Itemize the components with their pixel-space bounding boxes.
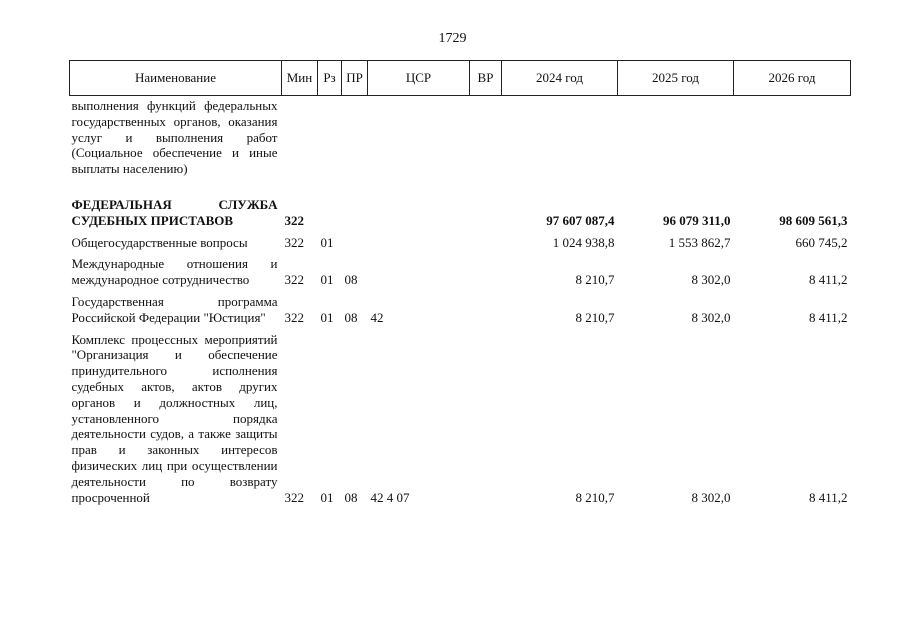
page-number: 1729: [438, 31, 467, 46]
row-pr: 08: [344, 489, 358, 505]
row-2024: 1 024 938,8: [552, 234, 615, 250]
row-2024: 8 210,7: [575, 489, 615, 505]
row-min: 322: [284, 309, 304, 325]
col-header-vr: ВР: [470, 61, 502, 96]
col-header-pr: ПР: [342, 61, 368, 96]
col-header-2025: 2025 год: [618, 61, 734, 96]
row-2025: 96 079 311,0: [662, 212, 731, 228]
row-rz: 01: [320, 234, 334, 250]
row-vr: [470, 197, 502, 229]
row-2026: 660 745,2: [795, 234, 848, 250]
budget-table: [69, 60, 851, 505]
row-vr: [470, 229, 502, 251]
table-row: [70, 229, 851, 251]
row-pr: [342, 229, 368, 251]
row-pr: [342, 96, 368, 177]
table-header-row: [70, 61, 851, 96]
row-2026: 8 411,2: [808, 272, 848, 288]
table-row: [70, 288, 851, 326]
row-csr: [368, 197, 470, 229]
col-header-min: Мин: [282, 61, 318, 96]
row-name: выполнения функций федеральных государственных органов, оказания услуг и выполнения работ (Социальное обеспечение и иные выплаты населению): [71, 98, 278, 177]
row-csr: [368, 229, 470, 251]
row-2025: 8 302,0: [691, 272, 731, 288]
row-name: ФЕДЕРАЛЬНАЯ СЛУЖБА СУДЕБНЫХ ПРИСТАВОВ: [71, 196, 278, 228]
row-vr: [470, 250, 502, 288]
row-vr: [470, 96, 502, 177]
row-2024: [502, 96, 618, 177]
row-2026: 8 411,2: [808, 309, 848, 325]
row-2025: 8 302,0: [691, 309, 731, 325]
row-vr: [470, 288, 502, 326]
col-header-2024: 2024 год: [502, 61, 618, 96]
row-2025: 8 302,0: [691, 489, 731, 505]
row-csr: [368, 96, 470, 177]
row-name: Комплекс процессных мероприятий "Организация и обеспечение принудительного исполнения судебных актов, актов других органов и должностных лиц, установленного порядка деятельности судов, а также защиты прав и законных интересов физических лиц при осуществлении деятельности по возврату просроченной: [71, 331, 278, 505]
row-rz: [318, 96, 342, 177]
row-2025: 1 553 862,7: [668, 234, 731, 250]
table-row: [70, 250, 851, 288]
row-name: Международные отношения и международное сотрудничество: [71, 256, 278, 288]
row-2026: 98 609 561,3: [779, 212, 848, 228]
col-header-csr: ЦСР: [368, 61, 470, 96]
row-min: 322: [284, 234, 304, 250]
row-vr: [470, 326, 502, 506]
row-2024: 97 607 087,4: [546, 212, 615, 228]
row-pr: 08: [344, 309, 358, 325]
row-rz: [318, 197, 342, 229]
table-row: [70, 326, 851, 506]
row-csr: 42: [370, 309, 384, 325]
row-rz: 01: [320, 272, 334, 288]
row-name: Общегосударственные вопросы: [71, 234, 248, 250]
col-header-name: Наименование: [70, 61, 282, 96]
row-min: 322: [284, 489, 304, 505]
row-2026: [734, 96, 851, 177]
row-2024: 8 210,7: [575, 272, 615, 288]
row-rz: 01: [320, 309, 334, 325]
row-rz: 01: [320, 489, 334, 505]
row-2024: 8 210,7: [575, 309, 615, 325]
col-header-rz: Рз: [318, 61, 342, 96]
row-2026: 8 411,2: [808, 489, 848, 505]
row-csr: 42 4 07: [370, 489, 410, 505]
row-csr: [368, 250, 470, 288]
row-min: 322: [284, 272, 304, 288]
row-pr: 08: [344, 272, 358, 288]
row-pr: [342, 197, 368, 229]
row-2025: [618, 96, 734, 177]
row-min: [282, 96, 318, 177]
row-name: Государственная программа Российской Федерации "Юстиция": [71, 293, 278, 325]
row-min: 322: [284, 212, 304, 228]
table-row: [70, 96, 851, 177]
col-header-2026: 2026 год: [734, 61, 851, 96]
table-row: [70, 197, 851, 229]
